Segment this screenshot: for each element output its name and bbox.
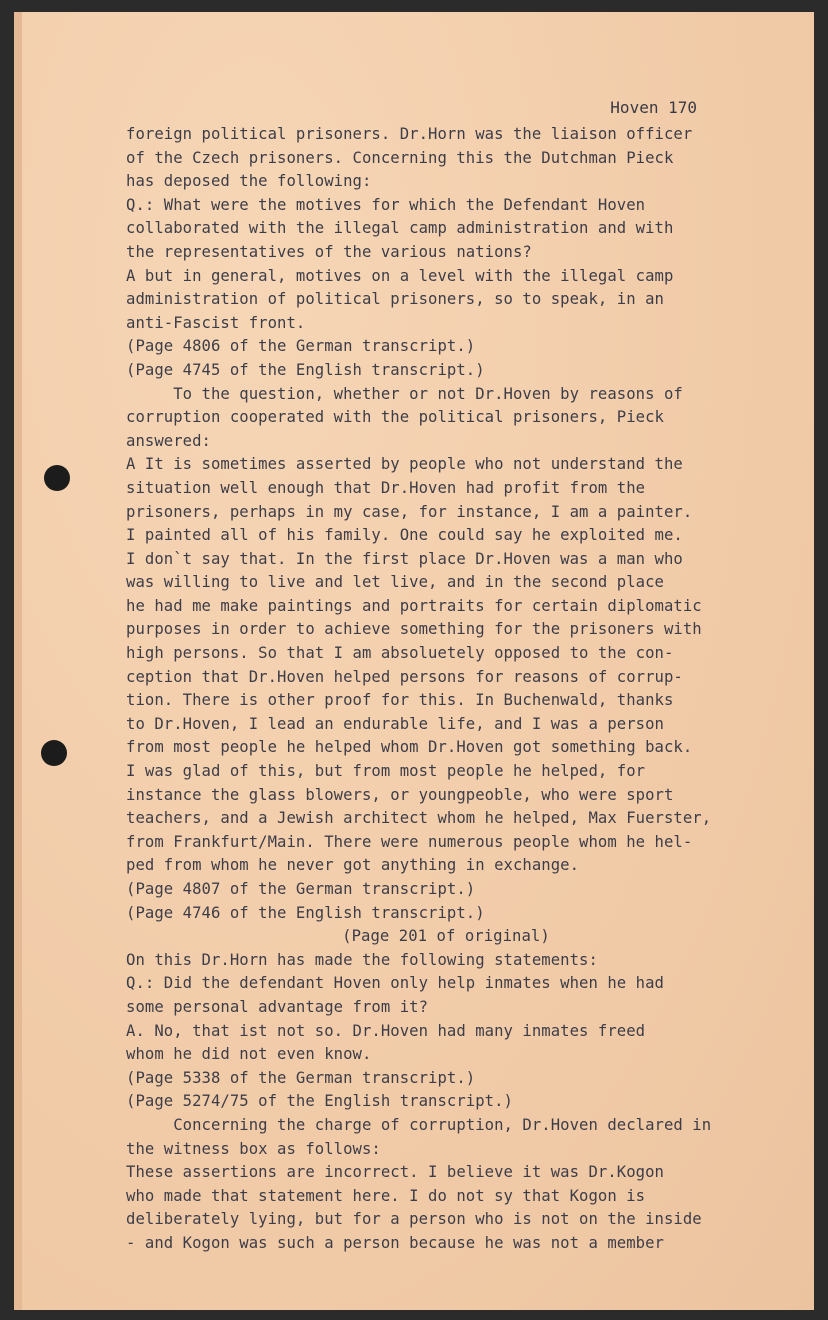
text-line: administration of political prisoners, so to speak, in an [126,290,664,309]
text-line: the witness box as follows: [126,1139,381,1158]
text-line: he had me make paintings and portraits for certain diplomatic [126,596,702,615]
text-line: (Page 5338 of the German transcript.) [126,1068,476,1087]
text-line: whom he did not even know. [126,1045,372,1064]
text-line: (Page 4807 of the German transcript.) [126,880,476,898]
text-line: purposes in order to achieve something for the prisoners with [126,620,702,639]
text-line: teachers, and a Jewish architect whom he helped, Max Fuerster, [126,809,712,828]
text-line: A It is sometimes asserted by people who not understand the [126,455,683,474]
punch-hole-top [44,465,70,491]
text-line: To the question, whether or not Dr.Hoven by reasons of [126,384,683,403]
text-line: the representatives of the various nations? [126,242,532,261]
text-line: Q.: What were the motives for which the Defendant Hoven [126,195,646,214]
text-line: answered: [126,431,211,450]
text-line: has deposed the following: [126,172,372,191]
text-line: from Frankfurt/Main. There were numerous people whom he hel- [126,832,693,851]
text-line: tion. There is other proof for this. In Buchenwald, thanks [126,691,674,710]
text-line: from most people he helped whom Dr.Hoven got something back. [126,738,693,757]
text-line: (Page 4746 of the English transcript.) [126,903,485,922]
body-text [126,123,766,1256]
text-line: situation well enough that Dr.Hoven had profit from the [126,478,646,497]
text-line: collaborated with the illegal camp administration and with [126,219,674,238]
text-line: These assertions are incorrect. I believe it was Dr.Kogon [126,1163,664,1182]
original-page-reference: (Page 201 of original) [342,927,550,946]
text-line: instance the glass blowers, or youngpeoble, who were sport [126,785,674,804]
text-line: I painted all of his family. One could say he exploited me. [126,526,683,545]
punch-hole-bottom [41,740,67,766]
text-line: I was glad of this, but from most people he helped, for [126,762,646,781]
document-page [14,12,814,1310]
text-line: (Page 4806 of the German transcript.) [126,337,476,356]
text-line: ception that Dr.Hoven helped persons for reasons of corrup- [126,667,683,686]
text-line: anti-Fascist front. [126,313,306,332]
text-line: prisoners, perhaps in my case, for instance, I am a painter. [126,502,693,521]
text-line: corruption cooperated with the political prisoners, Pieck [126,408,664,427]
text-line: I don`t say that. In the first place Dr.Hoven was a man who [126,549,683,568]
text-line: Q.: Did the defendant Hoven only help inmates when he had [126,974,664,993]
text-line: (Page 4745 of the English transcript.) [126,360,485,379]
page-edge-shadow [14,12,22,1310]
text-line: some personal advantage from it? [126,997,429,1016]
text-line: (Page 5274/75 of the English transcript.) [126,1092,513,1111]
text-line: ped from whom he never got anything in exchange. [126,856,580,875]
text-line: deliberately lying, but for a person who is not on the inside [126,1210,702,1229]
text-line: On this Dr.Horn has made the following statements: [126,950,598,969]
text-line: - and Kogon was such a person because he was not a member [126,1233,664,1252]
text-line: of the Czech prisoners. Concerning this the Dutchman Pieck [126,148,674,167]
text-line: who made that statement here. I do not sy that Kogon is [126,1186,646,1205]
text-line: to Dr.Hoven, I lead an endurable life, and I was a person [126,714,664,733]
text-line: was willing to live and let live, and in the second place [126,573,664,592]
text-line: high persons. So that I am absoluetely opposed to the con- [126,644,674,663]
text-line: A. No, that ist not so. Dr.Hoven had many inmates freed [126,1021,646,1040]
text-line: A but in general, motives on a level with the illegal camp [126,266,674,285]
text-line: Concerning the charge of corruption, Dr.Hoven declared in [126,1115,712,1134]
text-line: foreign political prisoners. Dr.Horn was the liaison officer [126,125,693,143]
page-number: Hoven 170 [610,98,697,117]
